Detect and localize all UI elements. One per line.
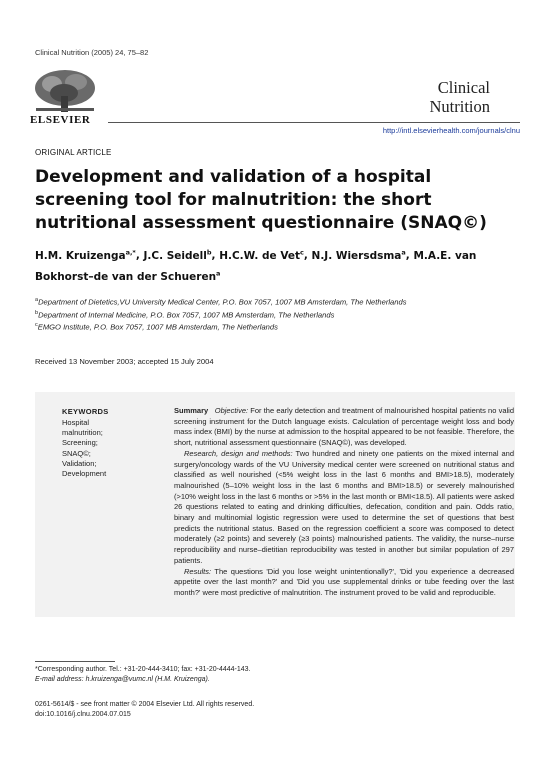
keyword-item: Hospital (62, 418, 90, 427)
author-2: J.C. Seidell$^b$ (143, 248, 212, 262)
corresponding-author: *Corresponding author. Tel.: +31-20-444-3410; fax: +31-20-4444-143. (35, 666, 251, 673)
doi-line: doi:10.1016/j.clnu.2004.07.015 (35, 711, 131, 718)
journal-title (430, 78, 491, 116)
journal-url-link[interactable]: http://intl.elsevierhealth.com/journals/clnu (382, 126, 520, 135)
affiliations (35, 295, 505, 333)
abstract-results: Results: The questions 'Did you lose weight unintentionally?', 'Did you experience a decreased appetite over the last month?' and 'Did you use supplemental drinks or tube feeding over the last month?' were most predictive of malnutrition. The instrument proved to be valid and reproducible. (174, 566, 514, 597)
issn-line: 0261-5614/$ - see front matter © 2004 Elsevier Ltd. All rights reserved. (35, 701, 255, 708)
header-rule (108, 122, 520, 123)
keyword-item: Development (62, 469, 107, 479)
affiliation-c: $^c$EMGO Institute, P.O. Box 7057, 1007 MB Amsterdam, The Netherlands (35, 322, 278, 332)
journal-reference: Clinical Nutrition (2005) 24, 75–82 (35, 48, 149, 57)
abstract-text (174, 406, 514, 599)
copyright-block (35, 700, 254, 720)
footnote-rule (35, 661, 115, 662)
abstract-methods: Research, design and methods: Two hundred and ninety one patients on the mixed internal and surgery/oncology wards of the VU University medical center were screened on nutritional status and classified as well nourished (<5% weight loss in the last 6 months and BMI>18.5), moderately malnourished (5–10% weight loss in the last 6 months and BMI>18.5) or severely malnourished (>10% weight loss in the last 6 months or >5% in the last month or BMI<18.5). All patients were asked 26 questions related to eating and drinking difficulties, defecation, condition and pain. Odds ratio, binary and multinomial logistic regression were used to determine the set of questions that best predicts the nutritional status. Based on the regression coefficient a score was composed to detect moderately (≥2 points) and severely (≥3 points) malnourished patients. The validity, the nurse–nurse reproducibility and nurse–dietitian reproducibility was tested in another but similar population of 297 patients. (174, 448, 515, 565)
footnote (35, 665, 250, 685)
author-1: H.M. Kruizenga$^{a,*}$ (35, 248, 136, 262)
journal-title-line1: Clinical (437, 78, 490, 97)
author-5: M.A.E. van Bokhorst–de van der Schueren$^a$ (35, 249, 477, 283)
email-address: E-mail address: h.kruizenga@vumc.nl (H.M. Kruizenga). (35, 676, 210, 683)
received-dates: Received 13 November 2003; accepted 15 July 2004 (35, 357, 214, 366)
keywords-heading: KEYWORDS (62, 407, 109, 416)
author-list: H.M. Kruizenga$^{a,*}$, J.C. Seidell$^b$, H.C.W. de Vet$^c$, N.J. Wiersdsma$^a$, M.A.E. van Bokhorst–de van der Schueren$^a$ (35, 248, 477, 283)
keyword-item: Validation; (62, 458, 97, 468)
keyword-item: malnutrition; (62, 428, 103, 438)
journal-title-line2: Nutrition (429, 97, 490, 116)
abstract-objective: Summary Objective: For the early detection and treatment of malnourished hospital patients no valid screening instrument for the Dutch language exists. Calculation of percentage weight loss and body mass index (BMI) by the nurse at admission to the hospital appeared to be not feasible. Therefore, the short, nutritional assessment questionnaire (SNAQ©), was developed. (174, 406, 514, 448)
keywords-list (62, 418, 106, 479)
affiliation-b: $^b$Department of Internal Medicine, P.O. Box 7057, 1007 MB Amsterdam, The Netherlands (35, 309, 335, 320)
keyword-item: SNAQ©; (62, 448, 91, 458)
keyword-item: Screening; (62, 438, 98, 448)
affiliation-a: $^a$Department of Dietetics,VU University Medical Center, P.O. Box 7057, 1007 MB Amsterdam, The Netherlands (35, 297, 407, 307)
article-type: ORIGINAL ARTICLE (35, 148, 112, 157)
author-4: N.J. Wiersdsma$^a$ (311, 248, 406, 262)
publisher-name: ELSEVIER (30, 114, 91, 126)
author-3: H.C.W. de Vet$^c$ (219, 248, 304, 262)
article-title: Development and validation of a hospital screening tool for malnutrition: the short nutritional assessment questionnaire (SNAQ©) (35, 167, 487, 233)
